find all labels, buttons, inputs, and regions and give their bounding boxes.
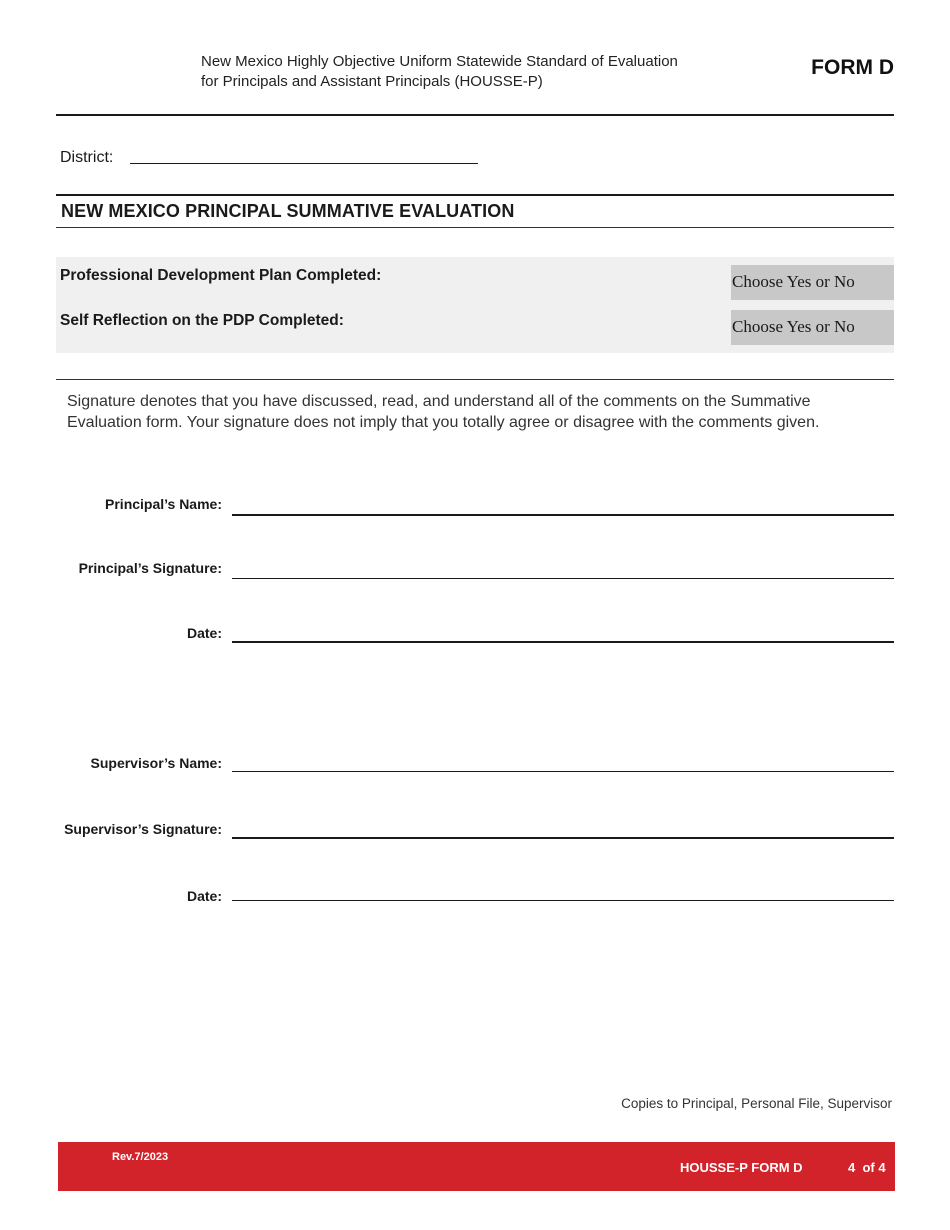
pdp-completed-label: Professional Development Plan Completed: (60, 267, 382, 284)
header-divider (56, 114, 894, 116)
principal-name-label: Principal’s Name: (105, 496, 222, 512)
page-footer (58, 1142, 895, 1191)
self-reflection-dropdown[interactable]: Choose Yes or No (731, 310, 894, 345)
footer-form-name: HOUSSE-P FORM D (680, 1160, 803, 1175)
principal-date-field[interactable] (232, 641, 894, 643)
signature-divider (56, 379, 894, 380)
supervisor-name-label: Supervisor’s Name: (90, 755, 222, 771)
form-label: FORM D (811, 56, 894, 79)
revision-label: Rev.7/2023 (112, 1151, 169, 1163)
subtitle-line-1: New Mexico Highly Objective Uniform Statewide Standard of Evaluation (201, 53, 678, 70)
district-label: District: (60, 149, 114, 166)
section-top-divider (56, 194, 894, 196)
supervisor-date-field[interactable] (232, 900, 894, 901)
supervisor-signature-label: Supervisor’s Signature: (64, 821, 222, 837)
principal-signature-label: Principal’s Signature: (78, 560, 222, 576)
form-subtitle (201, 52, 678, 92)
principal-date-label: Date: (186, 625, 222, 641)
signature-note: Signature denotes that you have discussed, read, and understand all of the comments on the Summative Evaluation form. Your signature does not imply that you totally agree or disagree with the comments given. (67, 393, 820, 431)
principal-signature-field[interactable] (232, 578, 894, 579)
supervisor-date-label: Date: (186, 888, 222, 904)
supervisor-signature-field[interactable] (232, 837, 894, 839)
district-field[interactable] (130, 163, 478, 164)
section-title: NEW MEXICO PRINCIPAL SUMMATIVE EVALUATION (61, 201, 515, 221)
section-bottom-divider (56, 227, 894, 228)
pdp-completed-dropdown[interactable]: Choose Yes or No (731, 265, 894, 300)
supervisor-name-field[interactable] (232, 771, 894, 772)
principal-name-field[interactable] (232, 514, 894, 516)
page-number: 4 of 4 (848, 1160, 886, 1175)
copies-note: Copies to Principal, Personal File, Supervisor (621, 1096, 892, 1111)
subtitle-line-2: for Principals and Assistant Principals (HOUSSE-P) (201, 73, 543, 90)
self-reflection-label: Self Reflection on the PDP Completed: (60, 312, 344, 329)
